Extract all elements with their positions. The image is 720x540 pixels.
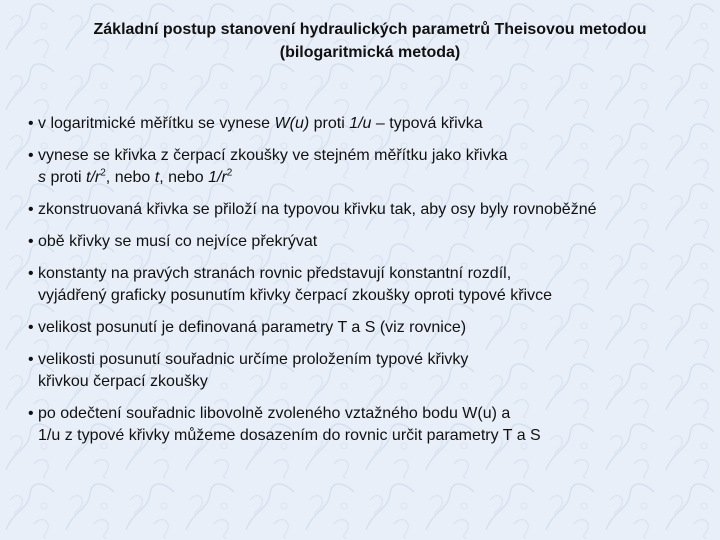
bullet-7-line-1: velikosti posunutí souřadnic určíme proložením typové křivky (38, 351, 469, 368)
bullet-7-line-2: křivkou čerpací zkoušky (38, 373, 208, 390)
bullet-dot: • (28, 351, 34, 368)
bullet-item-8 (28, 403, 708, 447)
bullet-3-text: zkonstruovaná křivka se přiloží na typovou křivku tak, aby osy byly rovnoběžné (38, 201, 597, 218)
bullet-2-line-1: vynese se křivka z čerpací zkoušky ve stejném měřítku jako křivka (38, 147, 508, 164)
bullet-list (28, 113, 708, 457)
slide-title (40, 18, 700, 64)
bullet-8-line-2: 1/u z typové křivky můžeme dosazením do rovnic určit parametry T a S (38, 427, 541, 444)
bullet-dot: • (28, 147, 34, 164)
bullet-item-6 (28, 317, 708, 339)
bullet-dot: • (28, 405, 34, 422)
bullet-item-2 (28, 145, 708, 189)
bullet-2-line-2: s proti $t/r^2$, nebo t, nebo $1/r^2$ (38, 167, 233, 186)
title-line-1: Základní postup stanovení hydraulických parametrů Theisovou metodou (93, 21, 647, 38)
bullet-5-line-1: konstanty na pravých stranách rovnic představují konstantní rozdíl, (38, 265, 512, 282)
bullet-item-3 (28, 199, 708, 221)
bullet-6-text: velikost posunutí je definovaná parametry T a S (viz rovnice) (38, 319, 467, 336)
bullet-dot: • (28, 319, 34, 336)
bullet-dot: • (28, 115, 34, 132)
bullet-dot: • (28, 265, 34, 282)
bullet-5-line-2: vyjádřený graficky posunutím křivky čerpací zkoušky oproti typové křivce (38, 287, 552, 304)
title-line-2: (bilogaritmická metoda) (279, 44, 461, 61)
bullet-4-text: obě křivky se musí co nejvíce překrývat (38, 233, 318, 250)
bullet-8-line-1: po odečtení souřadnic libovolně zvoleného vztažného bodu W(u) a (38, 405, 511, 422)
bullet-dot: • (28, 233, 34, 250)
bullet-item-5 (28, 263, 708, 307)
bullet-dot: • (28, 201, 34, 218)
bullet-item-4 (28, 231, 708, 253)
bullet-item-1 (28, 113, 708, 135)
bullet-1-text: v logaritmické měřítku se vynese W(u) proti 1/u – typová křivka (38, 115, 483, 132)
bullet-item-7 (28, 349, 708, 393)
